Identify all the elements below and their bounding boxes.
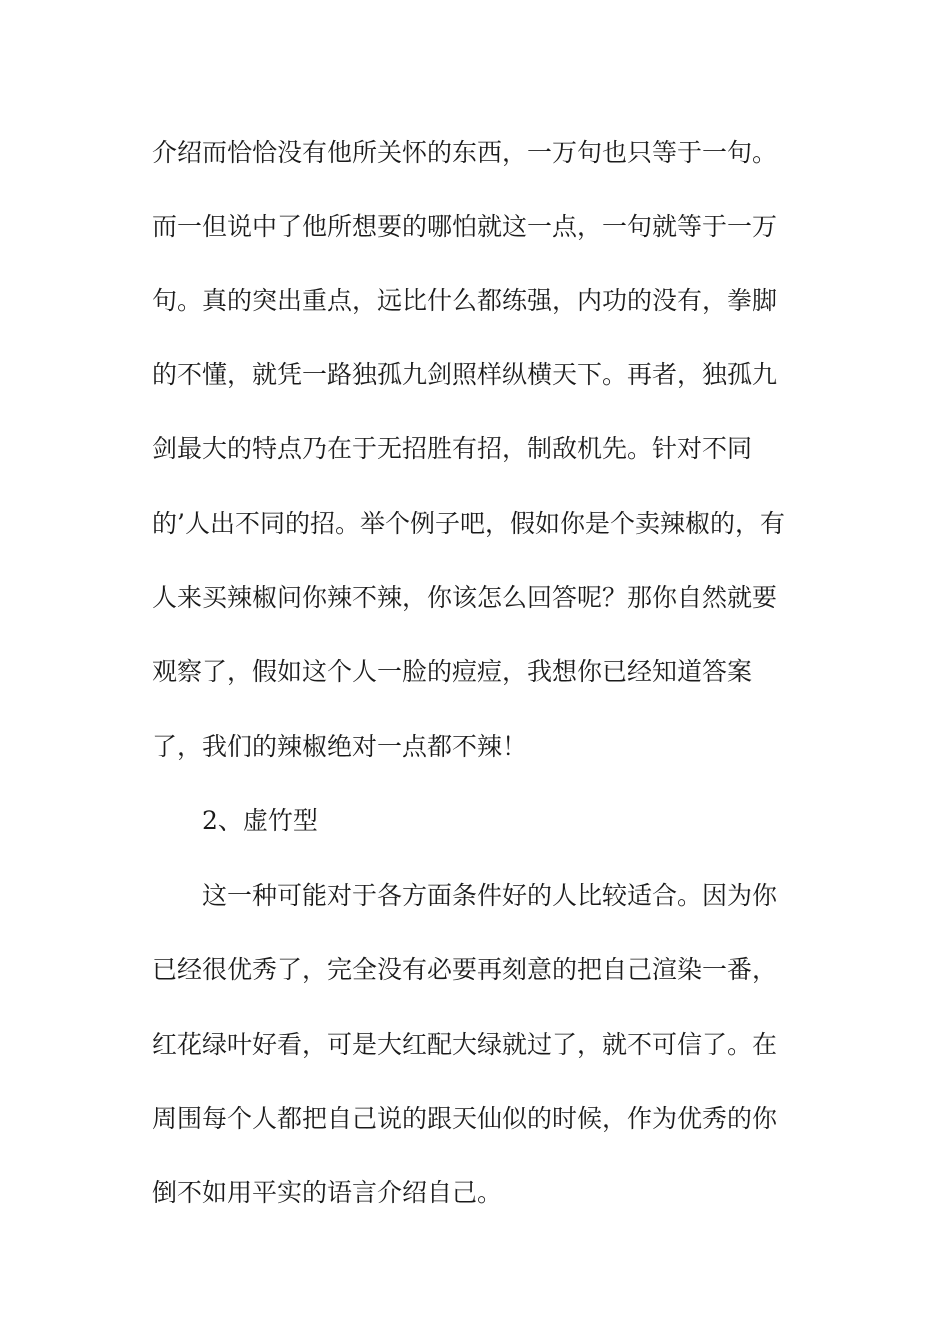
text-line: 的不懂，就凭一路独孤九剑照样纵横天下。再者，独孤九 <box>152 360 778 389</box>
text-line: 了，我们的辣椒绝对一点都不辣！ <box>152 732 528 761</box>
text-line: 而一但说中了他所想要的哪怕就这一点，一句就等于一万 <box>152 212 778 241</box>
text-line: 周围每个人都把自己说的跟天仙似的时候，作为优秀的你 <box>152 1104 778 1133</box>
section-heading: 2、虚竹型 <box>202 806 318 835</box>
paragraph-first-line: 这一种可能对于各方面条件好的人比较适合。因为你 <box>202 881 778 910</box>
text-line: 的’人出不同的招。举个例子吧，假如你是个卖辣椒的，有 <box>152 509 785 538</box>
text-line: 句。真的突出重点，远比什么都练强，内功的没有，拳脚 <box>152 286 778 315</box>
text-line: 倒不如用平实的语言介绍自己。 <box>152 1178 503 1207</box>
text-line: 人来买辣椒问你辣不辣，你该怎么回答呢？那你自然就要 <box>152 583 778 612</box>
text-line: 介绍而恰恰没有他所关怀的东西，一万句也只等于一句。 <box>152 138 778 167</box>
text-line: 剑最大的特点乃在于无招胜有招，制敌机先。针对不同 <box>152 434 753 463</box>
text-line: 已经很优秀了，完全没有必要再刻意的把自己渲染一番， <box>152 955 778 984</box>
text-line: 观察了，假如这个人一脸的痘痘，我想你已经知道答案 <box>152 657 753 686</box>
text-line: 红花绿叶好看，可是大红配大绿就过了，就不可信了。在 <box>152 1030 778 1059</box>
